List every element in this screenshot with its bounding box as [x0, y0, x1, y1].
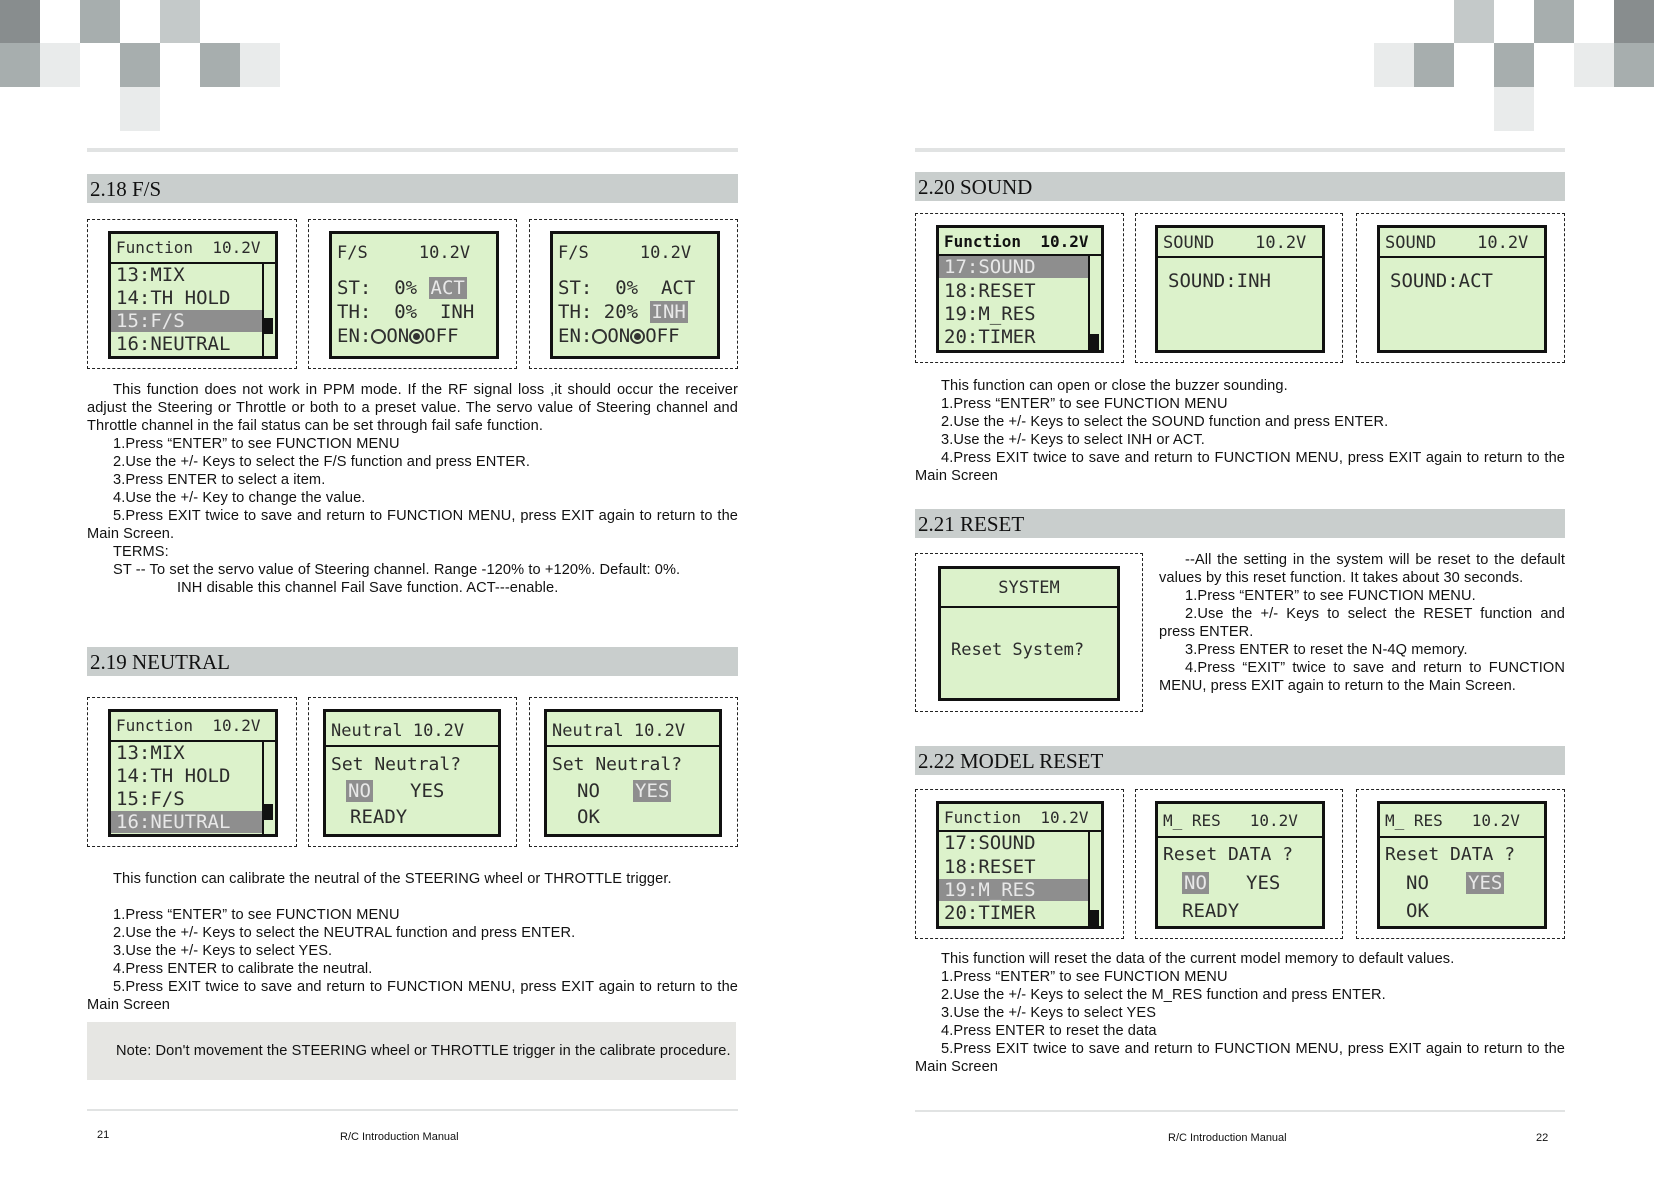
lcd-header: M_ RES 10.2V — [1163, 811, 1298, 830]
radio-icon — [592, 329, 607, 344]
sound-intro: This function can open or close the buzzer sounding. — [941, 378, 1288, 394]
section-heading-reset: 2.21 RESET — [915, 509, 1565, 538]
footer-title-right: R/C Introduction Manual — [1168, 1132, 1287, 1144]
step: 5.Press EXIT twice to save and return to FUNCTION MENU, press EXIT again to return to the Main Screen — [915, 1041, 1565, 1075]
menu-item: 19:M_RES — [944, 303, 1036, 325]
note-box — [87, 1022, 736, 1080]
lcd-header: SYSTEM — [998, 578, 1060, 598]
radio-selected-icon — [630, 329, 645, 344]
sound-value: SOUND:ACT — [1390, 270, 1493, 292]
sound-act-frame — [1356, 213, 1565, 363]
question: Set Neutral? — [552, 754, 683, 775]
yes-option: YES — [410, 780, 445, 802]
sound-inh-screen — [1155, 225, 1325, 353]
st-row: ST: 0% ACT — [337, 277, 465, 299]
mres-description — [915, 950, 1565, 1076]
scrollbar — [1088, 830, 1101, 926]
menu-item: 14:TH HOLD — [116, 765, 231, 787]
menu-item: 15:F/S — [116, 788, 185, 810]
menu-item: 13:MIX — [116, 742, 185, 764]
yes-option: YES — [1246, 872, 1281, 894]
reset-intro: --All the setting in the system will be reset to the default values by this reset function. It takes about 30 seconds. — [1159, 552, 1565, 586]
neutral-screen-1 — [323, 709, 501, 837]
neutral-menu-screen — [108, 709, 278, 837]
term: INH disable this channel Fail Save function. ACT---enable. — [177, 580, 559, 596]
lcd-header: Function 10.2V — [944, 232, 1089, 251]
step: 3.Use the +/- Keys to select INH or ACT. — [941, 432, 1205, 448]
step: 4.Use the +/- Key to change the value. — [113, 490, 366, 506]
step: 4.Press “EXIT” twice to save and return to FUNCTION MENU, press EXIT again to return to the Main Screen. — [1159, 660, 1565, 694]
page-number-right: 22 — [1536, 1132, 1549, 1144]
fs-screen-1-frame — [308, 219, 517, 369]
top-rule-right — [915, 148, 1565, 152]
lcd-header: SOUND 10.2V — [1385, 233, 1529, 253]
terms-label: TERMS: — [113, 544, 169, 560]
step: 1.Press “ENTER” to see FUNCTION MENU — [113, 907, 400, 923]
section-heading-neutral: 2.19 NEUTRAL — [87, 647, 738, 676]
step: 1.Press “ENTER” to see FUNCTION MENU — [941, 969, 1228, 985]
fs-screen-2 — [550, 231, 720, 359]
fs-menu-screen — [108, 231, 278, 359]
menu-item: 18:RESET — [944, 856, 1036, 878]
lcd-header: M_ RES 10.2V — [1385, 811, 1520, 830]
lcd-header: Function 10.2V — [116, 716, 261, 735]
step: 2.Use the +/- Keys to select the M_RES function and press ENTER. — [941, 987, 1386, 1003]
lcd-header: Neutral 10.2V — [331, 721, 465, 741]
mres-intro: This function will reset the data of the current model memory to default values. — [941, 951, 1455, 967]
radio-icon — [371, 329, 386, 344]
question: Reset DATA ? — [1163, 844, 1294, 865]
step: 1.Press “ENTER” to see FUNCTION MENU — [113, 436, 400, 452]
bottom-rule-left — [87, 1109, 738, 1111]
sound-description — [915, 377, 1565, 485]
fs-intro: This function does not work in PPM mode. If the RF signal loss ,it should occur the receiver adjust the Steering or Throttle or both to a preset value. The servo value of Steering channel and Throttle channel in the fail status can be set through fail safe function. — [87, 382, 738, 434]
lcd-header: Function 10.2V — [944, 808, 1089, 827]
sound-value: SOUND:INH — [1168, 270, 1271, 292]
scrollbar — [262, 740, 275, 834]
lcd-header: Neutral 10.2V — [552, 721, 686, 741]
sound-menu-screen — [936, 225, 1104, 353]
question: Reset System? — [951, 640, 1085, 660]
mres-screen-2-frame — [1356, 789, 1565, 939]
menu-item: 20:TIMER — [944, 326, 1036, 348]
menu-item-selected: 17:SOUND — [939, 256, 1088, 278]
step: 5.Press EXIT twice to save and return to FUNCTION MENU, press EXIT again to return to the Main Screen — [87, 979, 738, 1013]
menu-item-selected: 19:M_RES — [939, 879, 1088, 901]
step: 2.Use the +/- Keys to select the NEUTRAL function and press ENTER. — [113, 925, 576, 941]
scrollbar — [1088, 254, 1101, 350]
lcd-header: F/S 10.2V — [337, 243, 471, 263]
step: 4.Press ENTER to calibrate the neutral. — [113, 961, 373, 977]
no-option-selected: NO — [348, 780, 371, 802]
no-option-selected: NO — [1184, 872, 1207, 894]
mres-menu-screen — [936, 801, 1104, 929]
step: 2.Use the +/- Keys to select the SOUND function and press ENTER. — [941, 414, 1389, 430]
st-row: ST: 0% ACT — [558, 277, 696, 299]
question: Reset DATA ? — [1385, 844, 1516, 865]
footer-title-left: R/C Introduction Manual — [340, 1131, 459, 1143]
step: 1.Press “ENTER” to see FUNCTION MENU — [941, 396, 1228, 412]
neutral-screen-2 — [544, 709, 722, 837]
neutral-description — [87, 870, 738, 1014]
menu-item-selected: 16:NEUTRAL — [111, 811, 262, 833]
no-option: NO — [1406, 872, 1429, 894]
en-row: EN: ON OFF — [558, 325, 680, 347]
menu-item: 16:NEUTRAL — [116, 333, 231, 355]
lcd-header: F/S 10.2V — [558, 243, 692, 263]
lcd-header: Function 10.2V — [116, 238, 261, 257]
menu-item: 18:RESET — [944, 280, 1036, 302]
step: 4.Press ENTER to reset the data — [941, 1023, 1157, 1039]
menu-item-selected: 15:F/S — [111, 310, 262, 332]
top-rule-left — [87, 148, 738, 152]
th-row: TH: 20% INH — [558, 301, 686, 323]
reset-frame — [915, 553, 1143, 712]
step: 2.Use the +/- Keys to select the F/S function and press ENTER. — [113, 454, 531, 470]
section-heading-fs: 2.18 F/S — [87, 174, 738, 203]
note-text: Note: Don't movement the STEERING wheel or THROTTLE trigger in the calibrate procedure. — [116, 1043, 731, 1059]
mres-menu-frame — [915, 789, 1124, 939]
fs-screen-1 — [329, 231, 499, 359]
step: 3.Use the +/- Keys to select YES. — [113, 943, 333, 959]
section-heading-model-reset: 2.22 MODEL RESET — [915, 746, 1565, 775]
sound-inh-frame — [1135, 213, 1343, 363]
mres-screen-1 — [1155, 801, 1325, 929]
fs-screen-2-frame — [529, 219, 738, 369]
step: 3.Press ENTER to select a item. — [113, 472, 326, 488]
step: 3.Press ENTER to reset the N-4Q memory. — [1185, 642, 1468, 658]
reset-screen — [938, 566, 1120, 701]
status-text: READY — [1182, 900, 1240, 922]
mres-screen-1-frame — [1135, 789, 1343, 939]
neutral-menu-frame — [87, 697, 297, 847]
section-heading-sound: 2.20 SOUND — [915, 172, 1565, 201]
step: 1.Press “ENTER” to see FUNCTION MENU. — [1185, 588, 1476, 604]
neutral-screen-2-frame — [529, 697, 738, 847]
sound-act-screen — [1377, 225, 1547, 353]
page-number-left: 21 — [97, 1129, 110, 1141]
step: 5.Press EXIT twice to save and return to FUNCTION MENU, press EXIT again to return to the Main Screen. — [87, 508, 738, 542]
bottom-rule-right — [915, 1110, 1565, 1112]
status-text: READY — [350, 806, 408, 828]
step: 3.Use the +/- Keys to select YES — [941, 1005, 1157, 1021]
lcd-header: SOUND 10.2V — [1163, 233, 1307, 253]
yes-option-selected: YES — [1468, 872, 1503, 894]
no-option: NO — [577, 780, 600, 802]
step: 4.Press EXIT twice to save and return to FUNCTION MENU, press EXIT again to return to the Main Screen — [915, 450, 1565, 484]
fs-description — [87, 381, 738, 597]
term: ST -- To set the servo value of Steering channel. Range -120% to +120%. Default: 0%. — [113, 562, 681, 578]
en-row: EN: ON OFF — [337, 325, 459, 347]
question: Set Neutral? — [331, 754, 462, 775]
sound-menu-frame — [915, 213, 1124, 363]
menu-item: 17:SOUND — [944, 832, 1036, 854]
fs-menu-frame — [87, 219, 297, 369]
menu-item: 20:TIMER — [944, 902, 1036, 924]
th-row: TH: 0% INH — [337, 301, 475, 323]
scrollbar — [262, 262, 275, 356]
status-text: OK — [1406, 900, 1429, 922]
neutral-screen-1-frame — [308, 697, 517, 847]
radio-selected-icon — [409, 329, 424, 344]
menu-item: 13:MIX — [116, 264, 185, 286]
reset-description — [1159, 551, 1565, 695]
step: 2.Use the +/- Keys to select the RESET function and press ENTER. — [1159, 606, 1565, 640]
menu-item: 14:TH HOLD — [116, 287, 231, 309]
status-text: OK — [577, 806, 600, 828]
neutral-intro: This function can calibrate the neutral of the STEERING wheel or THROTTLE trigger. — [113, 871, 672, 887]
mres-screen-2 — [1377, 801, 1547, 929]
yes-option-selected: YES — [635, 780, 670, 802]
